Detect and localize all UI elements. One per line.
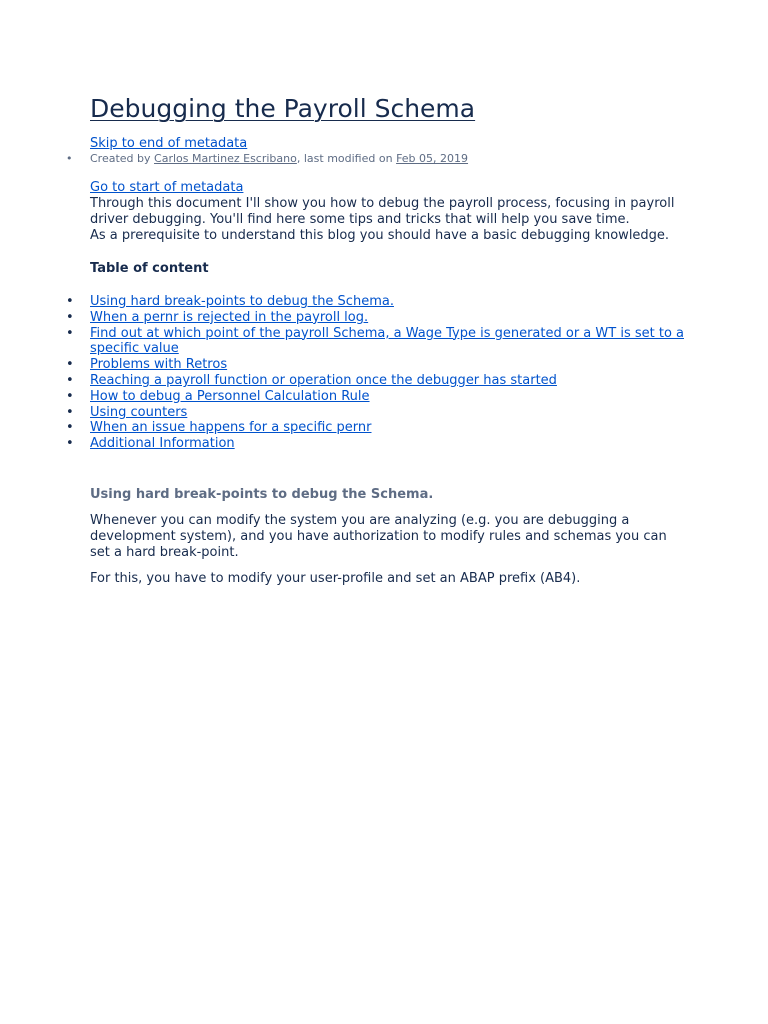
toc-link-hard-break-points[interactable]: Using hard break-points to debug the Schema. (90, 294, 394, 309)
table-of-contents (90, 294, 690, 452)
section-paragraph: For this, you have to modify your user-profile and set an ABAP prefix (AB4). (90, 570, 581, 586)
page-title[interactable]: Debugging the Payroll Schema (90, 94, 476, 123)
toc-link-reaching-payroll-function[interactable]: Reaching a payroll function or operation once the debugger has started (90, 372, 557, 388)
toc-link-problems-with-retros[interactable]: Problems with Retros (90, 357, 228, 373)
created-by-label: Created by (90, 152, 155, 165)
skip-to-end-of-metadata-link[interactable]: Skip to end of metadata (90, 136, 248, 151)
toc-link-using-counters[interactable]: Using counters (90, 404, 188, 420)
toc-item (90, 405, 690, 421)
toc-item (90, 420, 690, 436)
toc-heading: Table of content (90, 261, 209, 276)
author-link[interactable]: Carlos Martinez Escribano (154, 152, 297, 165)
toc-item (90, 357, 690, 373)
modified-date-link[interactable]: Feb 05, 2019 (396, 152, 469, 165)
page-metadata-item (90, 152, 690, 166)
toc-link-additional-information[interactable]: Additional Information (90, 436, 235, 452)
page-metadata (90, 152, 690, 166)
toc-item (90, 373, 690, 389)
toc-item (90, 326, 690, 358)
go-to-start-of-metadata-link[interactable]: Go to start of metadata (90, 180, 244, 195)
toc-item (90, 294, 690, 310)
toc-item (90, 389, 690, 405)
toc-item (90, 436, 690, 452)
last-modified-label: , last modified on (296, 152, 397, 165)
intro-paragraph: Through this document I'll show you how to debug the payroll process, focusing in payroll driver debugging. You'll find here some tips and tricks that will help you save time. (90, 196, 675, 227)
section-heading-hard-break-points: Using hard break-points to debug the Schema. (90, 486, 434, 502)
prerequisite-paragraph: As a prerequisite to understand this blog you should have a basic debugging knowledge. (90, 228, 670, 243)
toc-link-pernr-rejected[interactable]: When a pernr is rejected in the payroll log. (90, 309, 369, 325)
toc-item (90, 310, 690, 326)
section-paragraph: Whenever you can modify the system you are analyzing (e.g. you are debugging a development system), and you have authorization to modify rules and schemas you can set a hard break-point. (90, 512, 667, 560)
document-content (90, 92, 690, 587)
toc-link-debug-pcr[interactable]: How to debug a Personnel Calculation Rule (90, 388, 370, 404)
toc-link-specific-pernr[interactable]: When an issue happens for a specific pernr (90, 420, 372, 436)
toc-link-wage-type-generated[interactable]: Find out at which point of the payroll Schema, a Wage Type is generated or a WT is set to a specific value (90, 325, 684, 357)
